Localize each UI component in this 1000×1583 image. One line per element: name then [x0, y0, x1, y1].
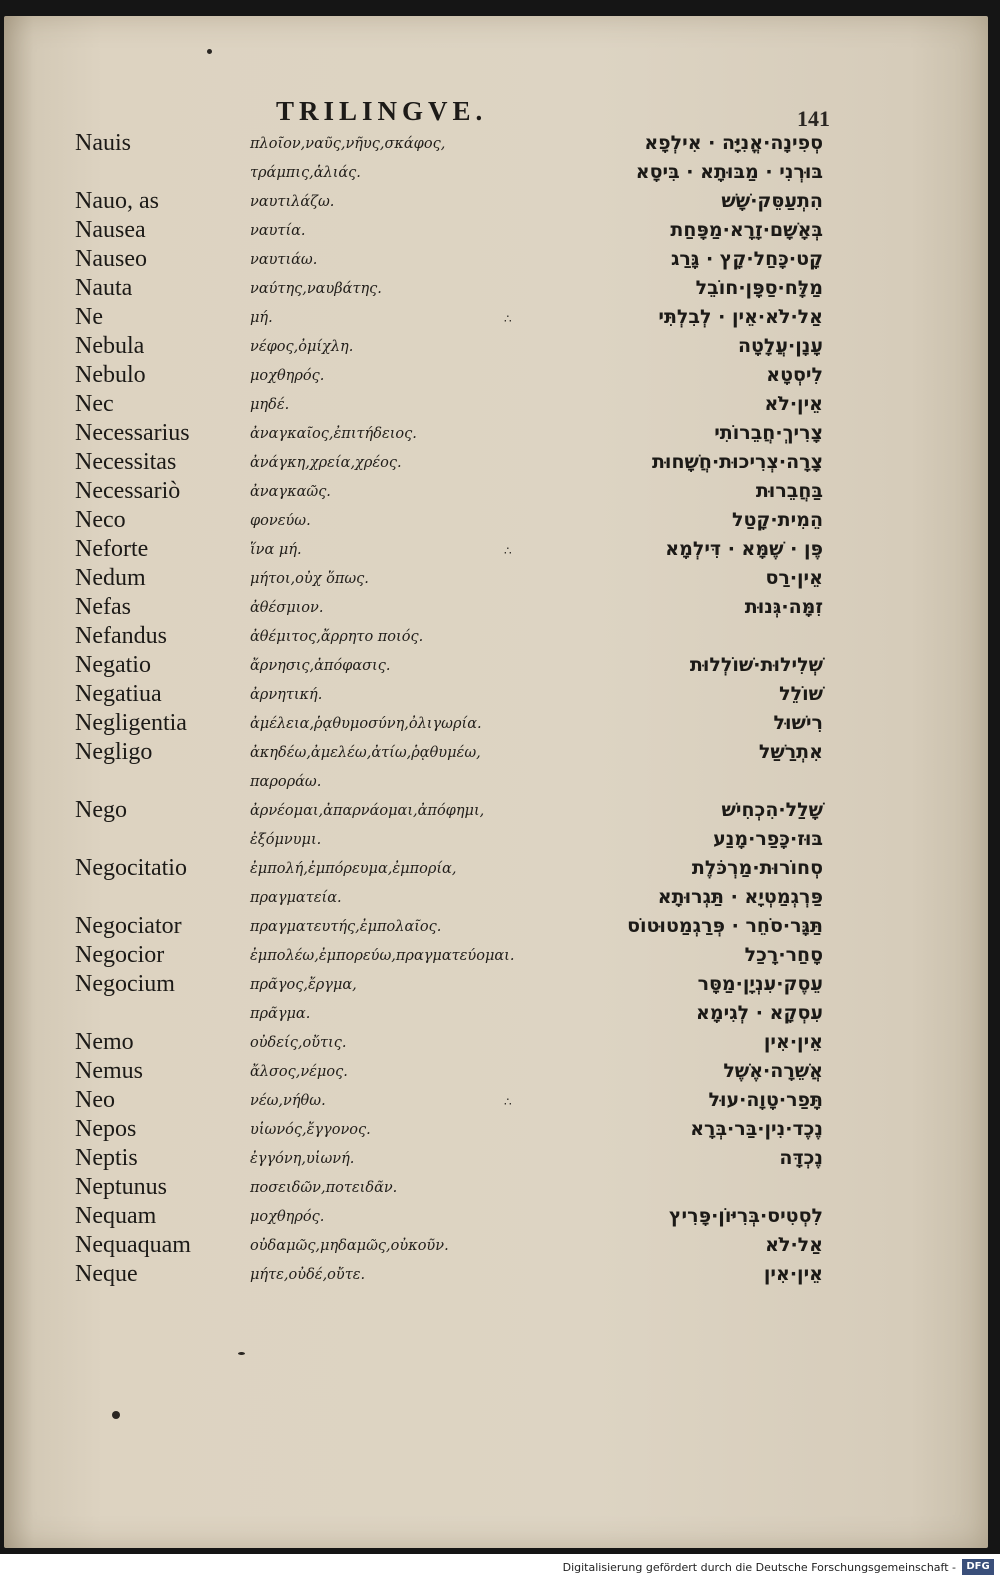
hebrew-translation: תָּפַר·טָוָה·עוּל — [708, 1089, 823, 1111]
entry-row — [4, 1203, 988, 1232]
entry-row — [4, 536, 988, 565]
greek-translation: οὐδείς,οὔτις. — [250, 1035, 347, 1051]
entry-row — [4, 826, 988, 855]
entry-row — [4, 1058, 988, 1087]
hebrew-translation: שׁוֹלֵל — [779, 683, 823, 705]
hebrew-translation: נֶכְדָּה — [779, 1147, 823, 1169]
hebrew-translation: פֶּן · שֶׁמָּא · דִּילְמָא — [665, 538, 823, 560]
entry-row — [4, 362, 988, 391]
latin-headword: Necessarius — [75, 420, 190, 446]
latin-headword: Nec — [75, 391, 114, 417]
latin-headword: Nego — [75, 797, 127, 823]
entry-row — [4, 130, 988, 159]
entry-row — [4, 420, 988, 449]
latin-headword: Nebula — [75, 333, 145, 359]
latin-headword: Nemo — [75, 1029, 134, 1055]
entry-row — [4, 333, 988, 362]
entry-row — [4, 1232, 988, 1261]
greek-translation: μοχθηρός. — [250, 1209, 325, 1225]
hebrew-translation: הִתְעַסֵּק·שָׁשׁ — [721, 190, 823, 212]
hebrew-translation: שָׁלַל·הִכְחִישׁ — [721, 799, 823, 821]
greek-translation: πραγματεία. — [250, 890, 342, 906]
hebrew-translation: סְפִינָה·אֳנִיָּה ‏·‏ אִילְפָא — [644, 132, 823, 154]
hebrew-translation: סָחַר·רָכַל — [744, 944, 823, 966]
greek-translation: ποσειδῶν,ποτειδᾶν. — [250, 1180, 398, 1196]
latin-headword: Nemus — [75, 1058, 143, 1084]
entry-row — [4, 1145, 988, 1174]
latin-headword: Neco — [75, 507, 126, 533]
entry-row — [4, 449, 988, 478]
margin-mark: ∴ — [504, 544, 513, 558]
entry-row — [4, 594, 988, 623]
latin-headword: Necessariò — [75, 478, 181, 504]
hebrew-translation: אֵין·רַס — [765, 567, 823, 589]
latin-headword: Neo — [75, 1087, 115, 1113]
entry-row — [4, 797, 988, 826]
page-content — [4, 16, 988, 1548]
hebrew-translation: רִישׁוּל — [773, 712, 823, 734]
entry-row — [4, 159, 988, 188]
hebrew-translation: בְּאָשָׁם·זָרָא·מַפָּחַת — [670, 219, 823, 241]
hebrew-translation: עִסְקָא · לְגִימָא — [696, 1002, 823, 1024]
entry-row — [4, 188, 988, 217]
entry-row — [4, 739, 988, 768]
hebrew-translation: אַל·לֹא·אֵין · לְבִלְתִּי — [658, 306, 823, 328]
entry-row — [4, 768, 988, 797]
ink-spot — [238, 1352, 245, 1355]
entry-row — [4, 304, 988, 333]
latin-headword: Negocitatio — [75, 855, 187, 881]
latin-headword: Nefandus — [75, 623, 167, 649]
entry-row — [4, 391, 988, 420]
entry-row — [4, 1116, 988, 1145]
greek-translation: μηδέ. — [250, 397, 290, 413]
greek-translation: ναυτία. — [250, 223, 306, 239]
latin-headword: Nequaquam — [75, 1232, 191, 1258]
entry-row — [4, 1000, 988, 1029]
greek-translation: τράμπις,ἁλιάς. — [250, 165, 361, 181]
entry-row — [4, 623, 988, 652]
hebrew-translation: צָרָה·צְרִיכוּת·חֲשָׁחוּת — [651, 451, 823, 473]
latin-headword: Neforte — [75, 536, 149, 562]
greek-translation: ἀναγκαῶς. — [250, 484, 331, 500]
latin-headword: Necessitas — [75, 449, 177, 475]
entry-row — [4, 275, 988, 304]
entry-row — [4, 478, 988, 507]
greek-translation: πλοῖον,ναῦς,νῆυς,σκάφος, — [250, 136, 446, 152]
greek-translation: ἀκηδέω,ἀμελέω,ἀτίω,ῥᾳθυμέω, — [250, 745, 481, 761]
entry-row — [4, 1029, 988, 1058]
entry-row — [4, 942, 988, 971]
greek-translation: ἄλσος,νέμος. — [250, 1064, 348, 1080]
hebrew-translation: זִמָּה·גְּנוּת — [744, 596, 823, 618]
hebrew-translation: צָרִיךְ·חֲבֵרוֹתִי — [714, 422, 823, 444]
greek-translation: ἐγγόνη,υἱωνή. — [250, 1151, 355, 1167]
greek-translation: ἀμέλεια,ῥᾳθυμοσύνη,ὀλιγωρία. — [250, 716, 482, 732]
hebrew-translation: לִיסְטָא — [766, 364, 823, 386]
greek-translation: ἀνάγκη,χρεία,χρέος. — [250, 455, 402, 471]
greek-translation: ἐμπολή,ἐμπόρευμα,ἐμπορία, — [250, 861, 457, 877]
hebrew-translation: בּוּז·כָּפַר·מָנַע — [713, 828, 823, 850]
dfg-logo: DFG — [962, 1559, 994, 1575]
greek-translation: νέφος,ὀμίχλη. — [250, 339, 354, 355]
hebrew-translation: נֶכֶד·נִין·בַּר·בְּרָא — [690, 1118, 823, 1140]
hebrew-translation: אֵין·אִין — [763, 1031, 823, 1053]
greek-translation: ἄρνησις,ἀπόφασις. — [250, 658, 391, 674]
hebrew-translation: אֲשֵׁרָה·אֶשֶׁל — [723, 1060, 823, 1082]
latin-headword: Neque — [75, 1261, 138, 1287]
page-number: 141 — [797, 106, 830, 131]
hebrew-translation: הֵמִית·קָטַל — [732, 509, 823, 531]
latin-headword: Negatiua — [75, 681, 162, 707]
book-page — [4, 16, 988, 1548]
greek-translation: πρᾶγος,ἔργμα, — [250, 977, 357, 993]
margin-mark: ∴ — [504, 312, 513, 326]
latin-headword: Negociator — [75, 913, 182, 939]
ink-spot — [112, 1411, 120, 1419]
entry-row — [4, 681, 988, 710]
entry-row — [4, 710, 988, 739]
greek-translation: ἐξόμνυμι. — [250, 832, 322, 848]
hebrew-translation: אַל·לֹא — [765, 1234, 823, 1256]
latin-headword: Negligo — [75, 739, 153, 765]
latin-headword: Nauta — [75, 275, 133, 301]
greek-translation: οὐδαμῶς,μηδαμῶς,οὐκοῦν. — [250, 1238, 449, 1254]
hebrew-translation: אִתְרַשַּׁל — [758, 741, 823, 763]
hebrew-translation: עֵסֶק·עִנְיָן·מַסָּר — [697, 973, 823, 995]
greek-translation: ναυτιλάζω. — [250, 194, 335, 210]
greek-translation: παροράω. — [250, 774, 322, 790]
entry-row — [4, 565, 988, 594]
funding-credit: Digitalisierung gefördert durch die Deutsche Forschungsgemeinschaft - — [562, 1561, 956, 1574]
latin-headword: Nausea — [75, 217, 146, 243]
footer-bar — [0, 1554, 1000, 1583]
latin-headword: Nedum — [75, 565, 146, 591]
latin-headword: Nebulo — [75, 362, 146, 388]
greek-translation: ἀθέμιτος,ἄρρητο ποιός. — [250, 629, 424, 645]
hebrew-translation: אֵין·אִין — [763, 1263, 823, 1285]
hebrew-translation: שְׁלִילוּת·שׁוֹלְלוּת — [689, 654, 823, 676]
greek-translation: μή. — [250, 310, 273, 326]
hebrew-translation: פַּרְגְמַטְיָא · תַּגְרוּתָא — [657, 886, 823, 908]
entry-row — [4, 246, 988, 275]
latin-headword: Nequam — [75, 1203, 157, 1229]
entry-row — [4, 971, 988, 1000]
ink-spot — [207, 49, 212, 54]
hebrew-translation: תַּגָּר·סֹחֵר · פְּרַגְמַטוּטוֹס — [627, 915, 823, 937]
greek-translation: πραγματευτής,ἐμπολαῖος. — [250, 919, 442, 935]
latin-headword: Negligentia — [75, 710, 187, 736]
entry-row — [4, 855, 988, 884]
greek-translation: υἱωνός,ἔγγονος. — [250, 1122, 371, 1138]
hebrew-translation: אֵין·לֹא — [764, 393, 823, 415]
latin-headword: Nauis — [75, 130, 131, 156]
entry-row — [4, 652, 988, 681]
hebrew-translation: מַלָּח·סַפָּן·חוֹבֵל — [695, 277, 823, 299]
latin-headword: Negocior — [75, 942, 165, 968]
greek-translation: ἀρνητική. — [250, 687, 323, 703]
greek-translation: ἀναγκαῖος,ἐπιτήδειος. — [250, 426, 417, 442]
latin-headword: Neptunus — [75, 1174, 167, 1200]
latin-headword: Nauseo — [75, 246, 147, 272]
entry-row — [4, 1087, 988, 1116]
entry-row — [4, 1174, 988, 1203]
greek-translation: μήτοι,οὐχ ὅπως. — [250, 571, 369, 587]
entry-row — [4, 1261, 988, 1290]
greek-translation: φονεύω. — [250, 513, 311, 529]
latin-headword: Negatio — [75, 652, 151, 678]
greek-translation: ἀθέσμιον. — [250, 600, 324, 616]
hebrew-translation: בּוּרְנִי · מַבּוּתָא · בִּיסָא — [635, 161, 823, 183]
greek-translation: μοχθηρός. — [250, 368, 325, 384]
margin-mark: ∴ — [504, 1095, 513, 1109]
latin-headword: Ne — [75, 304, 103, 330]
greek-translation: νέω,νήθω. — [250, 1093, 326, 1109]
latin-headword: Negocium — [75, 971, 175, 997]
latin-headword: Nauo, as — [75, 188, 159, 214]
hebrew-translation: עָנָן·עֲלָטָה — [737, 335, 823, 357]
greek-translation: ναυτιάω. — [250, 252, 318, 268]
greek-translation: ἐμπολέω,ἐμπορεύω,πραγματεύομαι. — [250, 948, 515, 964]
greek-translation: πρᾶγμα. — [250, 1006, 311, 1022]
hebrew-translation: לִסְטִיס·בְּרִיּוֹן·פָּרִיץ — [668, 1205, 823, 1227]
greek-translation: ναύτης,ναυβάτης. — [250, 281, 382, 297]
entry-row — [4, 217, 988, 246]
entry-row — [4, 507, 988, 536]
latin-headword: Nepos — [75, 1116, 137, 1142]
greek-translation: ἀρνέομαι,ἀπαρνάομαι,ἀπόφημι, — [250, 803, 485, 819]
greek-translation: ἵνα μή. — [250, 542, 302, 558]
hebrew-translation: קָט·כָּחַל·קָץ · גָּרַג — [670, 248, 823, 270]
greek-translation: μήτε,οὐδέ,οὔτε. — [250, 1267, 366, 1283]
entry-row — [4, 913, 988, 942]
entry-row — [4, 884, 988, 913]
latin-headword: Nefas — [75, 594, 131, 620]
hebrew-translation: בַּחֲבֵרוּת — [755, 480, 823, 502]
hebrew-translation: סְחוֹרוּת·מַרְכֹּלֶת — [691, 857, 823, 879]
running-title: TRILINGVE. — [276, 96, 488, 126]
latin-headword: Neptis — [75, 1145, 138, 1171]
